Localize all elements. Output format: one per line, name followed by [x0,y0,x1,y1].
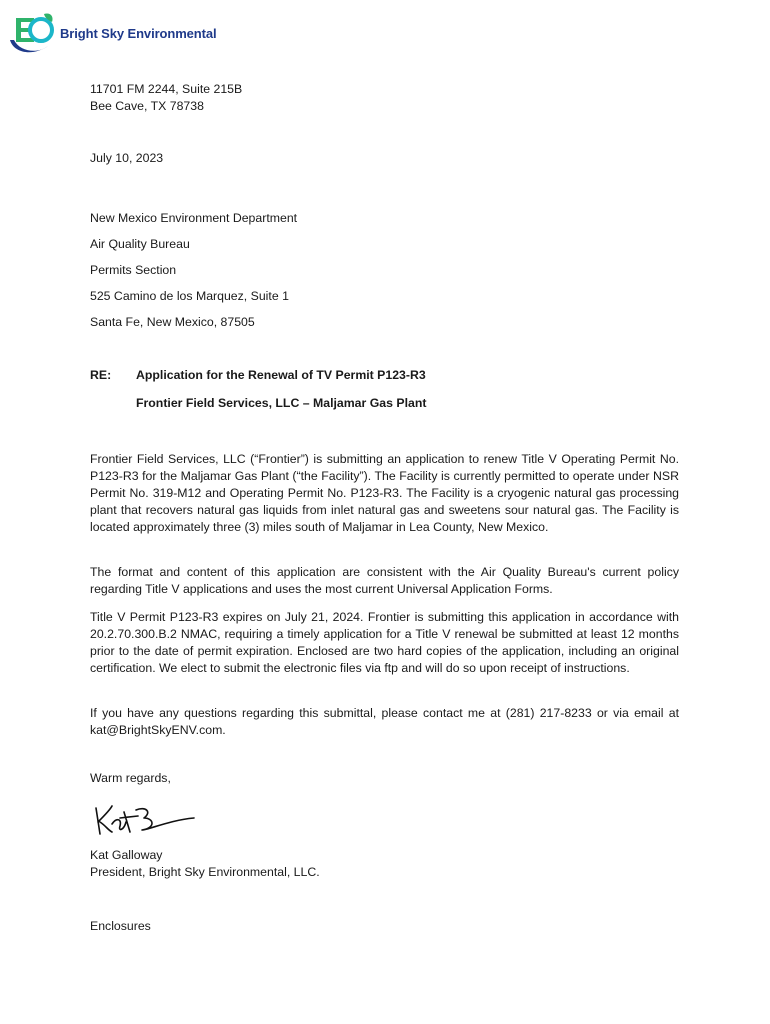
signer-name: Kat Galloway [90,848,163,862]
recipient-line3: Permits Section [90,263,177,277]
subject-label: RE: [90,368,112,382]
recipient-line1: New Mexico Environment Department [90,211,298,225]
recipient-line5: Santa Fe, New Mexico, 87505 [90,315,255,329]
recipient-line4: 525 Camino de los Marquez, Suite 1 [90,289,289,303]
recipient-line2: Air Quality Bureau [90,237,190,251]
subject-line2: Frontier Field Services, LLC – Maljamar Gas Plant [136,396,427,410]
bright-sky-logo-icon [8,10,60,58]
sender-address-line2: Bee Cave, TX 78738 [90,99,204,113]
body-paragraph-2: The format and content of this application are consistent with the Air Quality Bureau's current policy regarding Title V applications and uses the most current Universal Application Forms. [90,565,679,596]
company-name: Bright Sky Environmental [60,26,217,41]
enclosures-note: Enclosures [90,919,151,933]
sender-address-line1: 11701 FM 2244, Suite 215B [90,82,243,96]
signer-title: President, Bright Sky Environmental, LLC. [90,865,320,879]
body-paragraph-1: Frontier Field Services, LLC (“Frontier”) is submitting an application to renew Title V Operating Permit No. P123-R3 for the Maljamar Gas Plant (“the Facility”). The Facility is currently permitted to operate under NSR Permit No. 319-M12 and Operating Permit No. P123-R3. The Facility is a cryogenic natural gas processing plant that recovers natural gas liquids from inlet natural gas and sweetens sour natural gas. The Facility is located approximately three (3) miles south of Maljamar in Lea County, New Mexico. [90,452,679,534]
company-logo [8,10,218,58]
body-paragraph-4: If you have any questions regarding this submittal, please contact me at (281) 217-8233 or via email at kat@BrightSkyENV.com. [90,706,679,737]
handwritten-signature [90,800,200,845]
letter-date: July 10, 2023 [90,151,164,165]
body-paragraph-3: Title V Permit P123-R3 expires on July 21, 2024. Frontier is submitting this application in accordance with 20.2.70.300.B.2 NMAC, requiring a timely application for a Title V renewal be submitted at least 12 months prior to the date of permit expiration. Enclosed are two hard copies of the application, including an original certification. We elect to submit the electronic files via ftp and will do so upon receipt of instructions. [90,610,679,675]
closing-salutation: Warm regards, [90,771,171,785]
subject-line1: Application for the Renewal of TV Permit P123-R3 [136,368,426,382]
